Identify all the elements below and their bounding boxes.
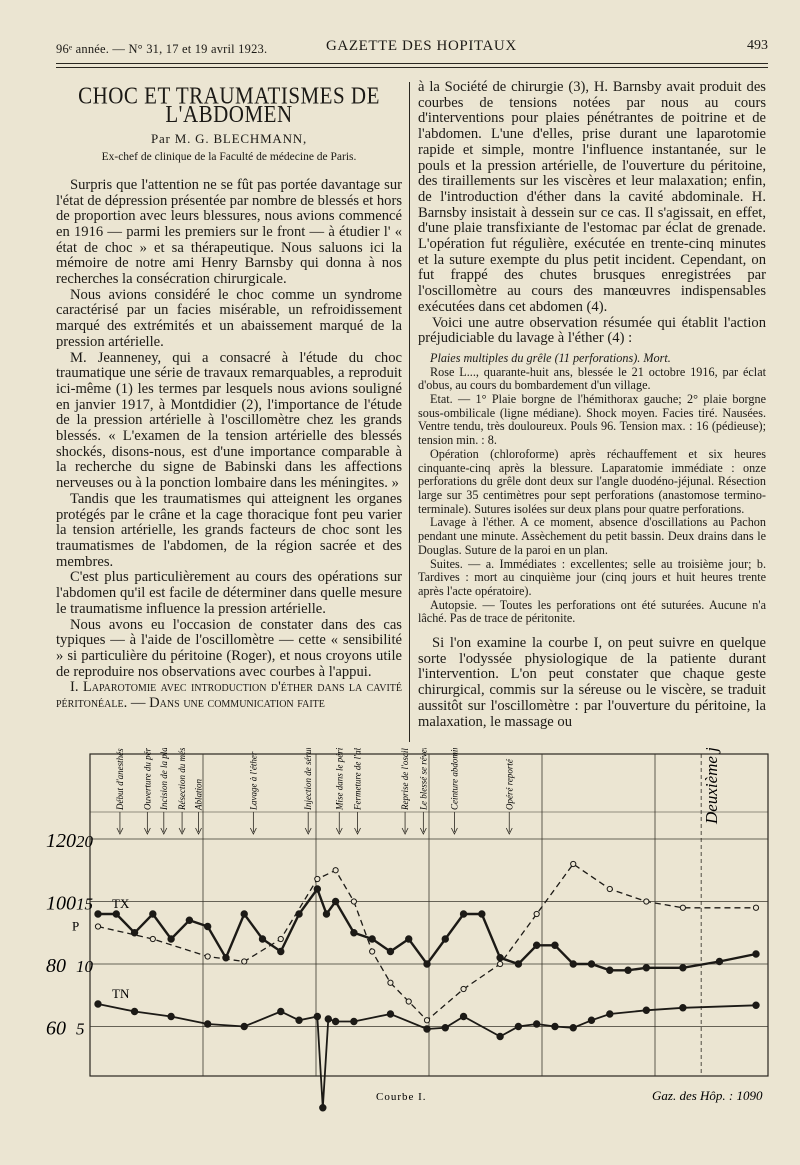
event-label: Ouverture du péritoine xyxy=(142,748,153,810)
data-point-tx xyxy=(241,911,247,917)
journal-title: GAZETTE DES HOPITAUX xyxy=(326,38,517,54)
data-point-p xyxy=(461,986,466,991)
data-point-tx xyxy=(314,886,320,892)
series-line-p xyxy=(98,864,756,1020)
event-label: Lavage à l'éther xyxy=(248,751,259,810)
data-point-tn xyxy=(95,1001,101,1007)
data-point-tn xyxy=(607,1011,613,1017)
data-point-tx xyxy=(625,967,631,973)
data-point-tn xyxy=(314,1013,320,1019)
data-point-tn xyxy=(680,1005,686,1011)
data-point-p xyxy=(753,905,758,910)
data-point-tx xyxy=(369,936,375,942)
series-label-tx: TX xyxy=(112,896,130,911)
author-role: Ex-chef de clinique de la Faculté de médecine de Paris. xyxy=(101,151,357,164)
data-point-tn xyxy=(204,1021,210,1027)
observation-line: Opération (chloroforme) après réchauffement et six heures cinquante-cinq après la blessure. Laparatomie immédiate : onze perforations du grêle dont deux sur l'angle duodéno-jéjunal. Résection large sur 35 centimètres pour sept perforations (anastomose termino-terminale). Sutures isolées sur deux plans pour quatre perforations. xyxy=(418,446,766,516)
data-point-tx xyxy=(515,961,521,967)
data-point-p xyxy=(351,899,356,904)
y-tick-label: 60 xyxy=(46,1017,66,1040)
data-point-tx xyxy=(259,936,265,942)
data-point-tn xyxy=(278,1008,284,1014)
data-point-p xyxy=(498,961,503,966)
data-point-tx xyxy=(716,958,722,964)
y-tick-label: 10 xyxy=(76,957,93,976)
paragraph: M. Jeanneney, qui a consacré à l'étude du choc traumatique une série de travaux remarquables, a reproduit ici-même (1) les termes par lesquels nous avions souligné en janvier 1917, à Montdidier (2), l'importance de l'étude de la pression artérielle à l'oscillomètre chez les grands blessés. « L'examen de la tension artérielle des blessés shockés, disons-nous, est d'une importance comparable à la recherche du signe de Babinski dans les affections nerveuses ou à la ponction lombaire dans les méningites. » xyxy=(56,349,402,492)
data-point-p xyxy=(95,924,100,929)
data-point-tn xyxy=(325,1016,331,1022)
data-point-tn xyxy=(643,1007,649,1013)
y-tick-label: 5 xyxy=(76,1019,85,1039)
data-point-tx xyxy=(95,911,101,917)
data-point-tn xyxy=(424,1026,430,1032)
event-label: Résection du mésentère xyxy=(177,748,188,810)
data-point-tx xyxy=(351,930,357,936)
paragraph: C'est plus particulièrement au cours des opérations sur l'abdomen qu'il est facile de déterminer dans quelle mesure le traumatisme influence la pression artérielle. xyxy=(56,569,402,617)
data-point-tx xyxy=(753,951,759,957)
data-point-p xyxy=(644,899,649,904)
data-point-tx xyxy=(168,936,174,942)
article-author: Par M. G. BLECHMANN, xyxy=(150,131,308,147)
event-label: Injection de sérum xyxy=(303,748,314,810)
second-day-label: Deuxième jour xyxy=(702,748,722,824)
data-point-tn xyxy=(241,1023,247,1029)
header-rule-2 xyxy=(56,67,768,68)
observation-block xyxy=(418,352,766,626)
event-label: Mise dans le péritoine xyxy=(334,748,345,810)
observation-line: Etat. — 1° Plaie borgne de l'hémithorax gauche; 2° plaie borgne sous-ombilicale (ligne médiane). Shock moyen. Facies tiré. Nausées. Ventre tendu, très douloureux. Pouls 96. Tension max. : 16 (pédieuse); tension min. : 8. xyxy=(418,392,766,448)
data-point-tx xyxy=(680,965,686,971)
data-point-tx xyxy=(533,942,539,948)
data-point-tn xyxy=(168,1013,174,1019)
data-point-tn xyxy=(442,1025,448,1031)
data-point-tx xyxy=(607,967,613,973)
article-title: CHOC ET TRAUMATISMES DE L'ABDOMEN xyxy=(78,81,380,128)
left-column xyxy=(56,81,402,712)
data-point-tx xyxy=(460,911,466,917)
oscillometer-chart xyxy=(0,748,800,1160)
page-number: 493 xyxy=(747,38,768,53)
data-point-tn xyxy=(460,1013,466,1019)
event-label: Incision de la plaie xyxy=(158,748,169,810)
paragraph: Si l'on examine la courbe I, on peut suivre en quelque sorte l'odyssée physiologique de la patiente durant l'intervention. L'on peut constater que chaque geste chirurgical, commis sur la séreuse ou le viscère, se traduit aussitôt sur l'oscillomètre : par l'ouverture du péritoine, la malaxation, le massage ou xyxy=(418,635,766,730)
data-point-tx xyxy=(588,961,594,967)
paragraph: Tandis que les traumatismes qui atteignent les organes protégés par le crâne et la cage thoracique font peu varier la tension artérielle, les grands facteurs de choc sont les traumatismes de l'abdomen, de la région sacrée et des membres. xyxy=(56,490,402,570)
y-tick-label: 100 xyxy=(46,892,76,915)
observation-title: Plaies multiples du grêle (11 perforations). Mort. xyxy=(430,350,671,365)
event-label: Début d'anesthésie xyxy=(114,748,125,810)
header-rule xyxy=(56,63,768,64)
data-point-p xyxy=(205,954,210,959)
data-point-tn xyxy=(387,1011,393,1017)
observation-line: Rose L..., quarante-huit ans, blessée le 21 octobre 1916, par éclat d'obus, au cours du bombardement d'un village. xyxy=(418,364,766,393)
data-point-tn xyxy=(552,1023,558,1029)
curve-figure xyxy=(0,748,800,1160)
data-point-p xyxy=(150,936,155,941)
data-point-p xyxy=(242,959,247,964)
data-point-p xyxy=(388,980,393,985)
data-point-p xyxy=(406,999,411,1004)
data-point-tx xyxy=(387,948,393,954)
data-point-tx xyxy=(442,936,448,942)
y-tick-label: 15 xyxy=(76,894,93,914)
data-point-tn xyxy=(351,1018,357,1024)
data-point-tx xyxy=(278,948,284,954)
data-point-p xyxy=(424,1018,429,1023)
observation-line: Autopsie. — Toutes les perforations ont été suturées. Aucune n'a lâché. Pas de trace de péritonite. xyxy=(418,597,766,626)
data-point-tn xyxy=(332,1018,338,1024)
event-label: Opéré reporté xyxy=(504,759,515,810)
paragraph: Surpris que l'attention ne se fût pas portée davantage sur l'état de dépression présentée par nombre de blessés et hors de proportion avec leurs blessures, nous avions commencé en 1916 — parmi les premiers sur le front — à étudier l' « état de choc » et sa thérapeutique. Nous saluons ici la mémoire de notre ami Henry Barnsby qui donna à nos recherches la consécration chirurgicale. xyxy=(56,176,402,288)
data-point-tx xyxy=(552,942,558,948)
data-point-tx xyxy=(570,961,576,967)
data-point-tx xyxy=(204,923,210,929)
data-point-p xyxy=(333,868,338,873)
data-point-p xyxy=(680,905,685,910)
running-header xyxy=(56,36,768,58)
y-tick-label: 120 xyxy=(46,830,76,852)
y-tick-label: 80 xyxy=(46,955,66,977)
event-label: Ablation xyxy=(193,779,204,810)
data-point-tn xyxy=(533,1021,539,1027)
data-point-p xyxy=(534,911,539,916)
chart-caption: Courbe I. xyxy=(376,1091,427,1103)
data-point-tn xyxy=(497,1033,503,1039)
paragraph: Voici une autre observation résumée qui établit l'action préjudiciable du lavage à l'éther (4) : xyxy=(418,314,766,347)
event-label: Ceinture abdominale xyxy=(449,748,460,810)
series-label-tn: TN xyxy=(112,986,130,1001)
observation-line: Suites. — a. Immédiates : excellentes; selle au troisième jour; b. Tardives : mort au cinquième jour (cinq jours et huit heures trente après l'acte opératoire). xyxy=(418,556,766,598)
data-point-tx xyxy=(332,898,338,904)
right-column xyxy=(418,80,766,730)
data-point-tn xyxy=(296,1017,302,1023)
data-point-p xyxy=(278,936,283,941)
section-heading: I. Laparotomie avec introduction d'éther dans la cavité péritonéale. — Dans une communication faite xyxy=(56,679,402,712)
data-point-tn xyxy=(570,1025,576,1031)
data-point-p xyxy=(370,949,375,954)
data-point-tx xyxy=(497,955,503,961)
event-label: Fermeture de l'abdomen xyxy=(352,748,363,810)
data-point-tx xyxy=(479,911,485,917)
data-point-p xyxy=(571,861,576,866)
data-point-tn xyxy=(131,1008,137,1014)
issue-info: 96ᵉ année. — N° 31, 17 et 19 avril 1923. xyxy=(56,42,268,56)
data-point-tn xyxy=(753,1002,759,1008)
data-point-tx xyxy=(150,911,156,917)
data-point-tx xyxy=(406,936,412,942)
data-point-tn xyxy=(515,1023,521,1029)
data-point-tn xyxy=(588,1017,594,1023)
data-point-tx xyxy=(323,911,329,917)
series-label-p: P xyxy=(72,918,80,934)
data-point-tx xyxy=(223,955,229,961)
data-point-tn xyxy=(320,1105,326,1111)
paragraph: Nous avons eu l'occasion de constater dans des cas typiques — à l'aide de l'oscillomètre — cette « sensibilité » si particulière du péritoine (Roger), et nous croyons utile de reproduire nos observations avec courbes à l'appui. xyxy=(56,616,402,680)
event-label: Reprise de l'oscillation xyxy=(400,748,411,810)
data-point-tx xyxy=(424,961,430,967)
paragraph: Nous avions considéré le choc comme un syndrome caractérisé par un facies misérable, un refroidissement marqué des extrémités et un abaissement marqué de la pression artérielle. xyxy=(56,286,402,350)
data-point-p xyxy=(315,876,320,881)
data-point-tx xyxy=(113,911,119,917)
event-label: Le blessé se réveille xyxy=(418,748,429,810)
data-point-tx xyxy=(186,917,192,923)
observation-line: Lavage à l'éther. A ce moment, absence d'oscillations au Pachon pendant une minute. Assèchement du petit bassin. Deux drains dans le Douglas. Suture de la paroi en un plan. xyxy=(418,515,766,557)
data-point-p xyxy=(607,886,612,891)
data-point-tx xyxy=(643,965,649,971)
y-tick-label: 20 xyxy=(76,832,93,851)
chart-credit: Gaz. des Hôp. : 1090 xyxy=(652,1088,763,1103)
paragraph: à la Société de chirurgie (3), H. Barnsby avait produit des courbes de tensions notées par nous au cours d'interventions pour plaies pénétrantes de poitrine et de l'abdomen. L'une d'elles, prise durant une laparotomie rapide et simple, montre l'influence instantanée, sur le pouls et la pression artérielle, de l'ouverture du péritoine, des tiraillements sur les viscères et leur malaxation; enfin, de l'introduction d'éther dans la cavité abdominale. H. Barnsby insistait à dessein sur ce cas. Il s'agissait, en effet, d'une plaie transfixiante de l'estomac par éclat de grenade. L'opération fut régulière, exécutée en trente-cinq minutes et la suture exempte du plus petit incident. Cependant, on fut frappé des chutes brusques enregistrées par l'oscillomètre au cours des manœuvres indispensables exécutées dans cet abdomen (4). xyxy=(418,79,766,315)
column-divider xyxy=(409,82,410,742)
